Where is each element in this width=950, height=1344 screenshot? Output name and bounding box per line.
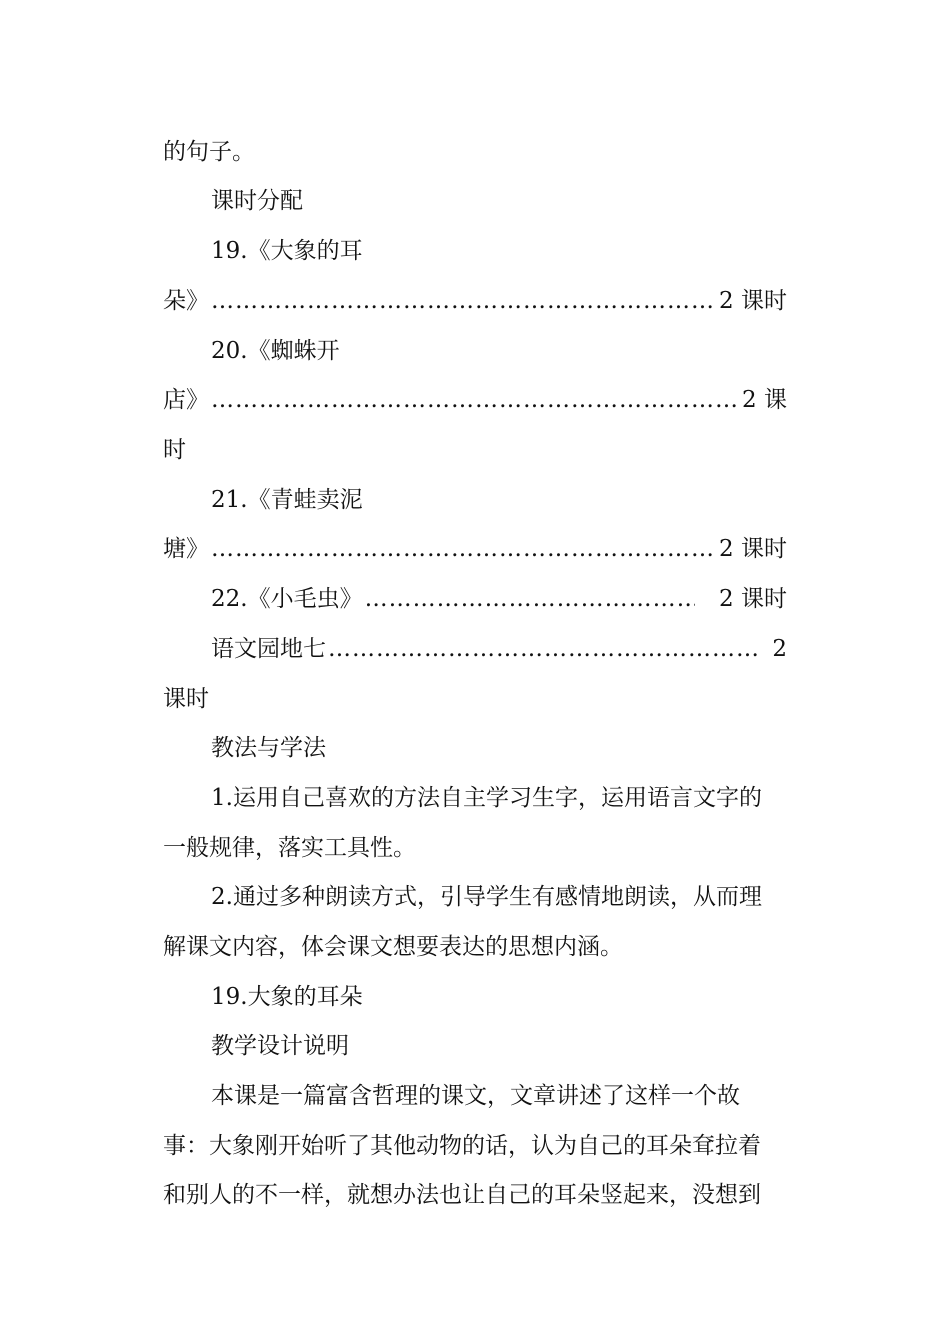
toc-value: 2 课时 xyxy=(719,536,787,562)
text-line: 1.运用自己喜欢的方法自主学习生字，运用语言文字的 xyxy=(211,785,762,811)
text-line: 时 xyxy=(163,437,186,463)
dot-leader xyxy=(365,584,695,614)
toc-title: 塘》 xyxy=(163,536,209,562)
toc-value: 2 课时 xyxy=(719,586,787,612)
text-line: 2.通过多种朗读方式，引导学生有感情地朗读，从而理 xyxy=(211,884,762,910)
text-line: 课时 xyxy=(163,686,209,712)
text-line: 事：大象刚开始听了其他动物的话，认为自己的耳朵耷拉着 xyxy=(163,1133,761,1159)
toc-title: 语文园地七 xyxy=(211,636,326,662)
dot-leader xyxy=(211,385,736,415)
text-line: 和别人的不一样，就想办法也让自己的耳朵竖起来，没想到 xyxy=(163,1182,761,1208)
toc-value: 2 课时 xyxy=(719,288,787,314)
text-line: 19.《大象的耳 xyxy=(211,238,363,264)
text-line: 一般规律，落实工具性。 xyxy=(163,835,416,861)
dot-leader xyxy=(211,534,713,564)
toc-title: 店》 xyxy=(163,387,209,413)
toc-value: 2 xyxy=(772,636,787,662)
dot-leader xyxy=(211,286,713,316)
toc-line xyxy=(163,534,787,564)
toc-value: 2 课 xyxy=(742,387,787,413)
toc-line xyxy=(211,634,787,664)
dot-leader xyxy=(328,634,758,664)
toc-title: 朵》 xyxy=(163,288,209,314)
section-heading-methods: 教法与学法 xyxy=(211,735,326,761)
section-heading-design: 教学设计说明 xyxy=(211,1033,349,1059)
toc-line xyxy=(163,286,787,316)
section-heading-schedule: 课时分配 xyxy=(211,188,303,214)
text-line: 本课是一篇富含哲理的课文，文章讲述了这样一个故 xyxy=(211,1083,740,1109)
toc-line xyxy=(211,584,787,614)
text-line: 的句子。 xyxy=(163,139,255,165)
toc-line xyxy=(163,385,787,415)
lesson-title: 19.大象的耳朵 xyxy=(211,984,363,1010)
toc-title: 22.《小毛虫》 xyxy=(211,586,363,612)
text-line: 解课文内容，体会课文想要表达的思想内涵。 xyxy=(163,934,623,960)
text-line: 21.《青蛙卖泥 xyxy=(211,487,363,513)
text-line: 20.《蜘蛛开 xyxy=(211,338,340,364)
